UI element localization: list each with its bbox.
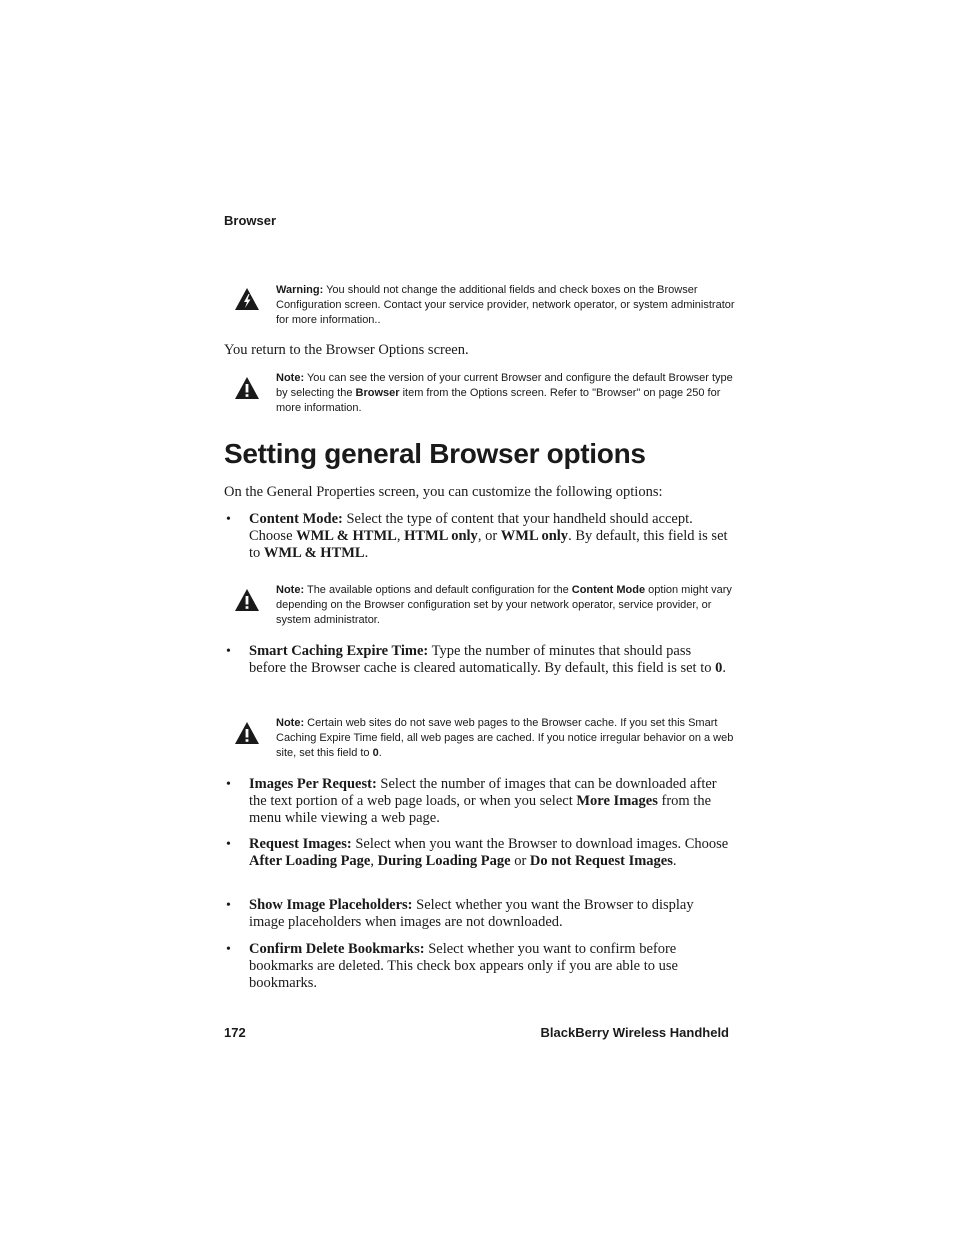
section-heading: Setting general Browser options: [224, 438, 646, 469]
note-text: .: [378, 747, 382, 759]
bullet-symbol: •: [226, 942, 231, 957]
option-text: or: [510, 853, 530, 869]
note-label: Note:: [276, 584, 305, 596]
note-bold-term: 0: [372, 747, 379, 759]
option-label: Request Images:: [249, 836, 352, 852]
option-value: HTML only: [404, 528, 478, 544]
note-text: item from the Options screen. Refer to "Browser" on page 250 for more information.: [276, 387, 721, 414]
note-text: The available options and default configuration for the: [306, 584, 572, 596]
list-item-confirm-delete: [249, 941, 729, 992]
option-value: After Loading Page: [249, 853, 371, 869]
list-item-images-per-request: [249, 776, 729, 827]
option-text: ,: [396, 528, 405, 544]
note-text: Certain web sites do not save web pages to the Browser cache. If you set this Smart Caching Expire Time field, all web pages are cached. If you notice irregular behavior on a web site, set this field to: [276, 717, 734, 759]
list-item-content-mode: [249, 511, 729, 562]
option-text: . By default, this field is set to: [249, 528, 728, 561]
note-bold-term: Browser: [355, 387, 400, 399]
option-label: Smart Caching Expire Time:: [249, 643, 429, 659]
option-text: Select when you want the Browser to download images. Choose: [351, 836, 729, 852]
page-number: 172: [224, 1025, 246, 1040]
warning-callout: [276, 283, 736, 328]
option-text: Select whether you want to confirm before bookmarks are deleted. This check box appears only if you are able to use bookmarks.: [249, 941, 678, 991]
option-text: from the menu while viewing a web page.: [249, 793, 712, 826]
option-label: Content Mode:: [249, 511, 343, 527]
note-callout-version: [276, 371, 736, 416]
option-value: WML only: [500, 528, 569, 544]
warning-lightning-icon: [234, 287, 260, 311]
note-label: Note:: [276, 717, 305, 729]
option-value: More Images: [576, 793, 658, 809]
warning-text: You should not change the additional fields and check boxes on the Browser Configuration screen. Contact your service provider, network operator, or system administrator for more information..: [276, 284, 735, 326]
note-callout-cache: [276, 716, 736, 761]
warning-label: Warning:: [276, 284, 324, 296]
list-item-request-images: [249, 836, 729, 870]
option-label: Images Per Request:: [249, 776, 377, 792]
option-label: Show Image Placeholders:: [249, 897, 413, 913]
option-text: ,: [370, 853, 378, 869]
note-text: option might vary depending on the Browser configuration set by your network operator, service provider, or system administrator.: [276, 584, 732, 626]
option-value: Do not Request Images: [529, 853, 673, 869]
note-exclamation-icon: [234, 588, 260, 612]
book-title: BlackBerry Wireless Handheld: [540, 1025, 729, 1040]
option-text: .: [672, 853, 677, 869]
option-value: WML & HTML: [263, 545, 365, 561]
option-value: WML & HTML: [296, 528, 397, 544]
bullet-symbol: •: [226, 777, 231, 792]
list-item-smart-caching: [249, 643, 729, 677]
note-bold-term: Content Mode: [571, 584, 646, 596]
option-text: , or: [477, 528, 501, 544]
option-text: .: [722, 660, 726, 676]
note-label: Note:: [276, 372, 305, 384]
bullet-symbol: •: [226, 898, 231, 913]
option-label: Confirm Delete Bookmarks:: [249, 941, 425, 957]
option-text: Type the number of minutes that should pass before the Browser cache is cleared automatically. By default, this field is set to: [249, 643, 716, 676]
option-text: .: [364, 545, 369, 561]
return-text: You return to the Browser Options screen.: [224, 342, 469, 358]
option-text: Select the type of content that your handheld should accept. Choose: [249, 511, 693, 544]
bullet-symbol: •: [226, 512, 231, 527]
option-value: During Loading Page: [377, 853, 511, 869]
option-text: Select the number of images that can be downloaded after the text portion of a web page loads, or when you select: [249, 776, 717, 809]
bullet-symbol: •: [226, 837, 231, 852]
list-item-show-placeholders: [249, 897, 729, 931]
note-exclamation-icon: [234, 376, 260, 400]
running-header: Browser: [224, 213, 277, 228]
note-text: You can see the version of your current Browser and configure the default Browser type by selecting the: [276, 372, 733, 399]
note-callout-content-mode: [276, 583, 736, 628]
option-value: 0: [715, 660, 723, 676]
option-text: Select whether you want the Browser to display image placeholders when images are not downloaded.: [249, 897, 694, 930]
intro-text: On the General Properties screen, you can customize the following options:: [224, 484, 663, 500]
bullet-symbol: •: [226, 644, 231, 659]
note-exclamation-icon: [234, 721, 260, 745]
